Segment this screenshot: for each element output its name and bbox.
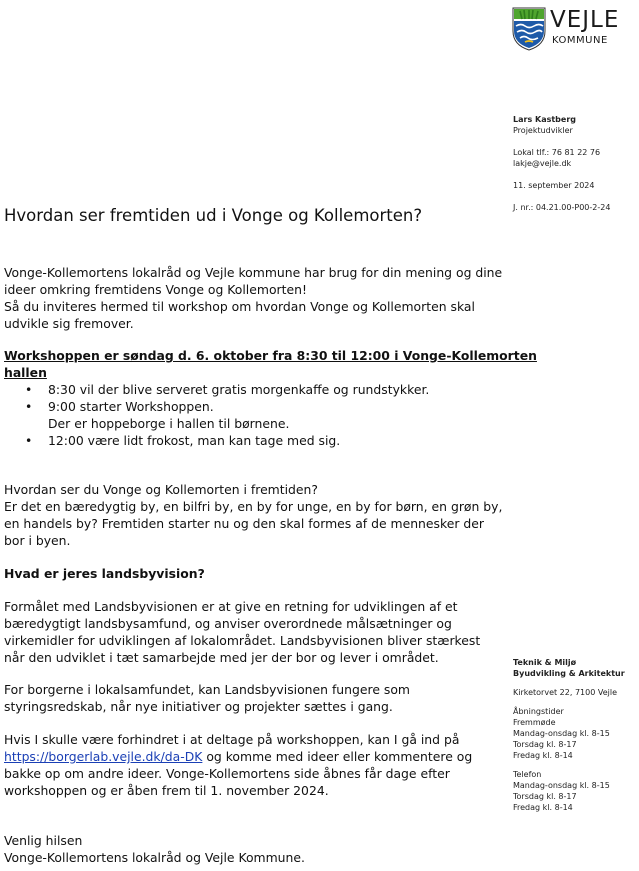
- closing-greeting: Venlig hilsen: [4, 833, 83, 848]
- bullet-icon: •: [25, 433, 33, 448]
- intro-paragraph: [4, 264, 503, 332]
- coat-of-arms-icon: [512, 7, 546, 51]
- department-line: Byudvikling & Arkitektur: [513, 669, 625, 678]
- logo-sub-text: KOMMUNE: [552, 35, 608, 46]
- sender-email: lakje@vejle.dk: [513, 159, 572, 168]
- closing-signature: Vonge-Kollemortens lokalråd og Vejle Kommune.: [4, 850, 305, 865]
- workshop-heading: hallen: [4, 365, 47, 380]
- sender-name: Lars Kastberg: [513, 115, 576, 124]
- link-paragraph: Hvis I skulle være forhindret i at deltage på workshoppen, kan I gå ind på https://borgerlab.vejle.dk/da-DK og komme med ideer eller kommentere og bakke op om andre ideer. Vonge-Kollemortens side åbnes får dage efter workshoppen og er åben frem til 1. november 2024.: [4, 732, 473, 798]
- bullet-icon: •: [25, 399, 33, 414]
- hours-heading: Åbningstider: [513, 707, 564, 716]
- sender-block: [513, 114, 610, 213]
- letter-date: 11. september 2024: [513, 181, 595, 190]
- closing: [4, 832, 474, 866]
- tool-paragraph: For borgerne i lokalsamfundet, kan Landsbyvisionen fungere som styringsredskab, når nye initiativer og projekter sættes i gang.: [4, 682, 410, 714]
- intro-line: Vonge-Kollemortens lokalråd og Vejle kommune har brug for din mening og dine: [4, 265, 503, 280]
- reference-number: J. nr.: 04.21.00-P00-2-24: [513, 203, 611, 212]
- department-address: Kirketorvet 22, 7100 Vejle: [513, 688, 617, 697]
- vejle-kommune-logo: [512, 7, 620, 55]
- sender-role: Projektudvikler: [513, 126, 573, 135]
- logo-brand-text: VEJLE: [550, 7, 620, 33]
- question-paragraph: Hvordan ser du Vonge og Kollemorten i fremtiden? Er det en bæredygtig by, en bilfri by, en by for unge, en by for børn, en grøn by, en handels by? Fremtiden starter nu og den skal formes af de mennesker der bor i byen.: [4, 482, 503, 548]
- intro-line: ideer omkring fremtidens Vonge og Kollemorten!: [4, 282, 307, 297]
- department-block: Teknik & Miljø Byudvikling & Arkitektur Kirketorvet 22, 7100 Vejle Åbningstider Fremmøde Mandag-onsdag kl. 8-15 Torsdag kl. 8-17 Fredag kl. 8-14 Telefon Mandag-onsdag kl. 8-15 Torsdag kl. 8-17 Fredag kl. 8-14: [513, 658, 625, 812]
- workshop-section: [4, 347, 537, 449]
- bullet-icon: •: [25, 382, 33, 397]
- list-item: • 8:30 vil der blive serveret gratis morgenkaffe og rundstykker.: [25, 382, 430, 397]
- workshop-heading: Workshoppen er søndag d. 6. oktober fra 8:30 til 12:00 i Vonge-Kollemorten: [4, 348, 537, 363]
- intro-line: Så du inviteres hermed til workshop om hvordan Vonge og Kollemorten skal: [4, 299, 475, 314]
- vision-heading: Hvad er jeres landsbyvision?: [4, 566, 205, 581]
- workshop-schedule-list: [4, 381, 474, 449]
- borgerlab-link[interactable]: https://borgerlab.vejle.dk/da-DK: [4, 749, 203, 764]
- list-item: • 9:00 starter Workshoppen. Der er hoppeborge i hallen til børnene.: [25, 399, 290, 431]
- department-line: Teknik & Miljø: [513, 658, 577, 667]
- sender-phone: Lokal tlf.: 76 81 22 76: [513, 148, 601, 157]
- phone-heading: Telefon: [513, 770, 542, 779]
- vision-paragraph: Formålet med Landsbyvisionen er at give en retning for udviklingen af et bæredygtigt landsbysamfund, og anviser overordnede målsætninger og virkemidler for udviklingen af lokalområdet. Landsbyvisionen bliver stærkest når den udviklet i tæt samarbejde med jer der bor og lever i området.: [4, 599, 481, 665]
- page-title: Hvordan ser fremtiden ud i Vonge og Kollemorten?: [4, 206, 423, 225]
- intro-line: udvikle sig fremover.: [4, 316, 134, 331]
- list-item: • 12:00 være lidt frokost, man kan tage med sig.: [25, 433, 341, 448]
